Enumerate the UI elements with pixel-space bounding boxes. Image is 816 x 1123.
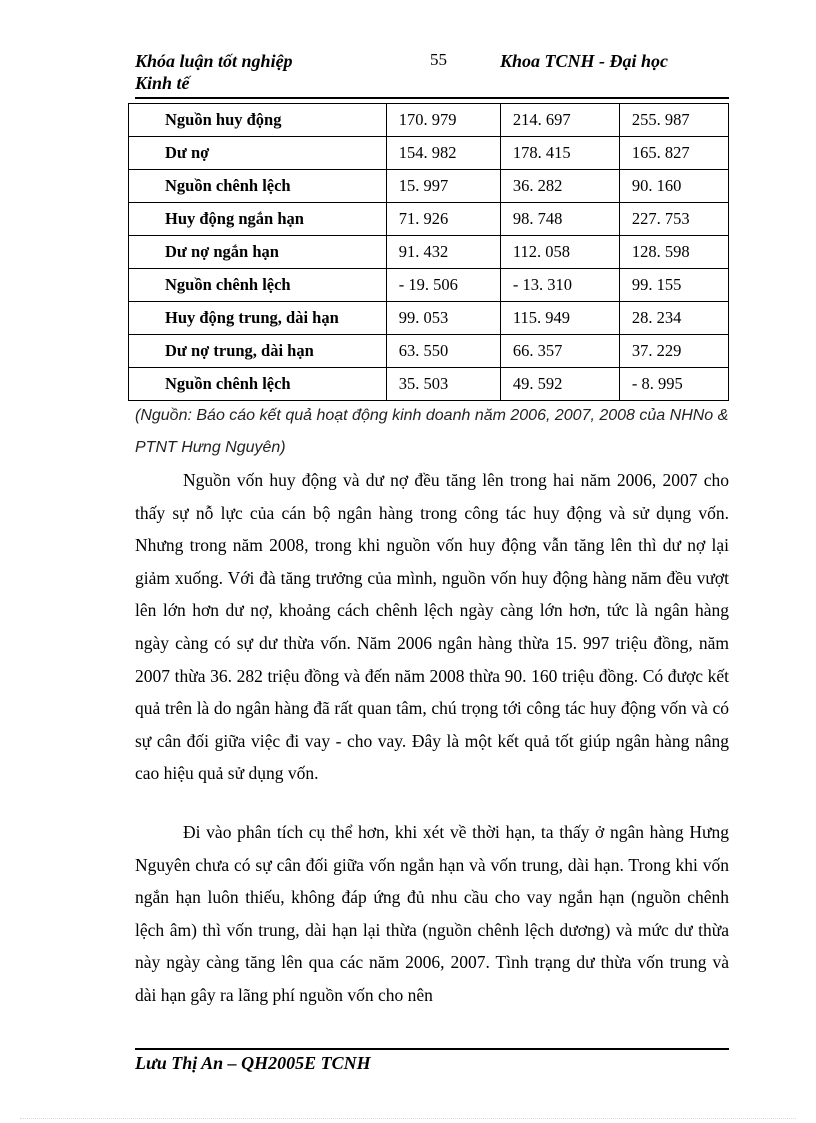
header-right-title: Khoa TCNH - Đại học	[500, 51, 669, 71]
row-label: Dư nợ trung, dài hạn	[129, 335, 387, 368]
table-row	[129, 236, 729, 269]
row-label: Huy động trung, dài hạn	[129, 302, 387, 335]
value-2008: 128. 598	[619, 236, 728, 269]
table-row	[129, 302, 729, 335]
row-label: Huy động ngắn hạn	[129, 203, 387, 236]
header-left-subtitle: Kinh tế	[135, 73, 190, 93]
value-2008: 90. 160	[619, 170, 728, 203]
value-2008: 28. 234	[619, 302, 728, 335]
value-2008: 37. 229	[619, 335, 728, 368]
source-note: (Nguồn: Báo cáo kết quả hoạt động kinh doanh năm 2006, 2007, 2008 của NHNo & PTNT Hưng Nguyên)	[135, 407, 729, 456]
header-rule	[135, 97, 729, 99]
value-2006: 15. 997	[386, 170, 500, 203]
value-2007: 112. 058	[500, 236, 619, 269]
header-left-title: Khóa luận tốt nghiệp	[135, 51, 293, 71]
row-label: Nguồn chênh lệch	[129, 269, 387, 302]
value-2006: - 19. 506	[386, 269, 500, 302]
table-row	[129, 269, 729, 302]
footer-rule	[135, 1048, 729, 1050]
table-row	[129, 203, 729, 236]
value-2008: - 8. 995	[619, 368, 728, 401]
value-2007: 214. 697	[500, 104, 619, 137]
table-row	[129, 335, 729, 368]
table-row	[129, 368, 729, 401]
table-row	[129, 137, 729, 170]
value-2007: 115. 949	[500, 302, 619, 335]
value-2006: 170. 979	[386, 104, 500, 137]
value-2006: 91. 432	[386, 236, 500, 269]
value-2006: 63. 550	[386, 335, 500, 368]
value-2007: 178. 415	[500, 137, 619, 170]
data-table	[128, 103, 729, 401]
paragraph-1: Nguồn vốn huy động và dư nợ đều tăng lên trong hai năm 2006, 2007 cho thấy sự nỗ lực của cán bộ ngân hàng trong công tác huy động và sử dụng vốn. Nhưng trong năm 2008, trong khi nguồn vốn huy động vẫn tăng lên thì dư nợ lại giảm xuống. Với đà tăng trưởng của mình, nguồn vốn huy động hàng năm đều vượt lên lớn hơn dư nợ, khoảng cách chênh lệch ngày càng lớn hơn, tức là ngân hàng ngày càng có sự dư thừa vốn. Năm 2006 ngân hàng thừa 15. 997 triệu đồng, năm 2007 thừa 36. 282 triệu đồng và đến năm 2008 thừa 90. 160 triệu đồng. Có được kết quả trên là do ngân hàng đã rất quan tâm, chú trọng tới công tác huy động vốn và có sự cân đối giữa việc đi vay - cho vay. Đây là một kết quả tốt giúp ngân hàng nâng cao hiệu quả sử dụng vốn.	[135, 470, 729, 784]
value-2006: 154. 982	[386, 137, 500, 170]
value-2008: 99. 155	[619, 269, 728, 302]
row-label: Nguồn chênh lệch	[129, 368, 387, 401]
page-edge-dots	[20, 1118, 796, 1119]
value-2006: 35. 503	[386, 368, 500, 401]
value-2006: 99. 053	[386, 302, 500, 335]
value-2006: 71. 926	[386, 203, 500, 236]
value-2007: 98. 748	[500, 203, 619, 236]
value-2008: 255. 987	[619, 104, 728, 137]
paragraph-2: Đi vào phân tích cụ thể hơn, khi xét về thời hạn, ta thấy ở ngân hàng Hưng Nguyên chưa có sự cân đối giữa vốn ngắn hạn và vốn trung, dài hạn. Trong khi vốn ngắn hạn luôn thiếu, không đáp ứng đủ nhu cầu cho vay ngắn hạn (nguồn chênh lệch âm) thì vốn trung, dài hạn lại thừa (nguồn chênh lệch dương) và mức dư thừa này ngày càng tăng lên qua các năm 2006, 2007. Tình trạng dư thừa vốn trung và dài hạn gây ra lãng phí nguồn vốn cho nên	[135, 822, 729, 1005]
value-2007: 36. 282	[500, 170, 619, 203]
row-label: Nguồn chênh lệch	[129, 170, 387, 203]
value-2007: 49. 592	[500, 368, 619, 401]
footer-author: Lưu Thị An – QH2005E TCNH	[135, 1053, 371, 1073]
value-2008: 227. 753	[619, 203, 728, 236]
value-2007: 66. 357	[500, 335, 619, 368]
value-2008: 165. 827	[619, 137, 728, 170]
row-label: Dư nợ ngắn hạn	[129, 236, 387, 269]
row-label: Nguồn huy động	[129, 104, 387, 137]
value-2007: - 13. 310	[500, 269, 619, 302]
table-row	[129, 170, 729, 203]
page-number: 55	[430, 50, 447, 69]
table-row	[129, 104, 729, 137]
row-label: Dư nợ	[129, 137, 387, 170]
